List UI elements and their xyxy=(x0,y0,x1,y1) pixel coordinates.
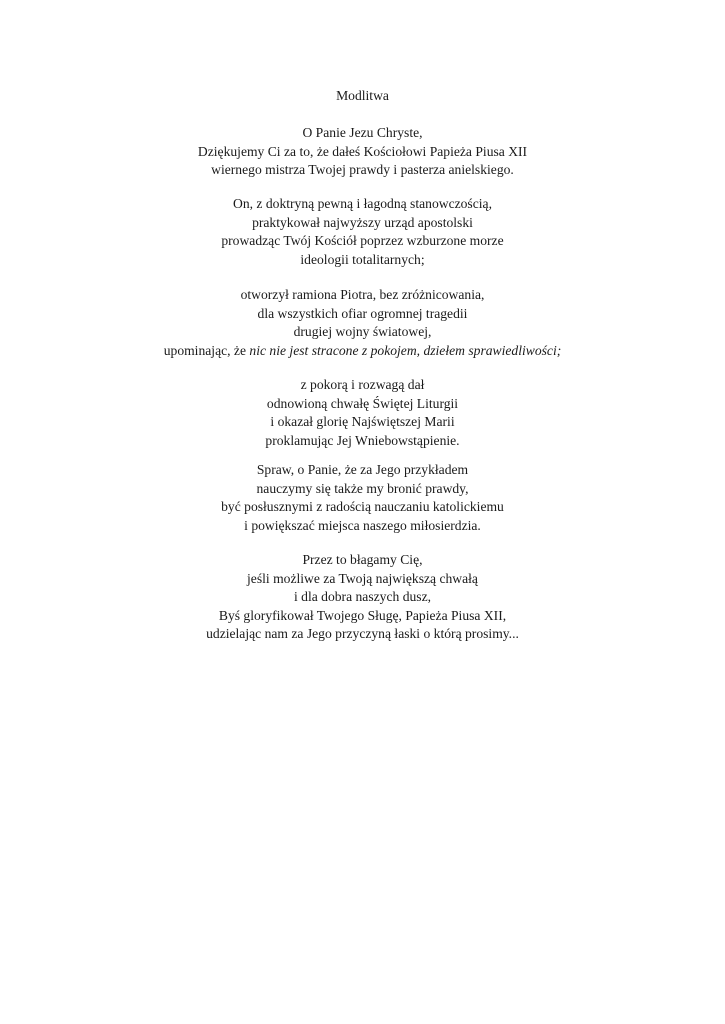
stanza-4 xyxy=(0,376,725,450)
stanza-2 xyxy=(0,195,725,269)
stanza-line: z pokorą i rozwagą dał xyxy=(300,377,425,392)
line-prefix: upominając, że xyxy=(163,342,250,358)
stanza-line: O Panie Jezu Chryste, xyxy=(302,125,423,140)
stanza-line: otworzył ramiona Piotra, bez zróżnicowania, xyxy=(240,287,485,302)
stanza-5 xyxy=(0,461,725,535)
stanza-line: i okazał glorię Najświętszej Marii xyxy=(270,414,455,429)
stanza-line: proklamując Jej Wniebowstąpienie. xyxy=(265,432,460,448)
italic-quote: nic nie jest stracone z pokojem, dziełem sprawiedliwości; xyxy=(249,342,562,358)
stanza-line: odnowioną chwałę Świętej Liturgii xyxy=(266,395,459,411)
stanza-line: drugiej wojny światowej, xyxy=(293,324,432,339)
stanza-line: i dla dobra naszych dusz, xyxy=(293,589,432,604)
page-title: Modlitwa xyxy=(336,88,389,103)
stanza-3 xyxy=(0,286,725,360)
stanza-line-mixed xyxy=(0,342,725,361)
stanza-line: być posłusznymi z radością nauczaniu katolickiemu xyxy=(221,499,504,514)
stanza-line: Byś gloryfikował Twojego Sługę, Papieża Piusa XII, xyxy=(218,607,507,623)
stanza-line: udzielając nam za Jego przyczyną łaski o którą prosimy... xyxy=(206,626,519,641)
stanza-1 xyxy=(0,124,725,180)
stanza-line: i powiększać miejsca naszego miłosierdzia. xyxy=(244,517,481,533)
stanza-line: praktykował najwyższy urząd apostolski xyxy=(252,214,473,230)
stanza-line: jeśli możliwe za Twoją największą chwałą xyxy=(247,570,478,586)
stanza-6 xyxy=(0,551,725,644)
stanza-line: dla wszystkich ofiar ogromnej tragedii xyxy=(257,305,468,321)
stanza-line: prowadząc Twój Kościół poprzez wzburzone morze xyxy=(221,233,504,248)
stanza-line: On, z doktryną pewną i łagodną stanowczością, xyxy=(233,196,492,211)
stanza-line: Przez to błagamy Cię, xyxy=(302,552,423,567)
stanza-line: ideologii totalitarnych; xyxy=(300,251,425,267)
stanza-line: nauczymy się także my bronić prawdy, xyxy=(256,480,469,496)
stanza-line: Dziękujemy Ci za to, że dałeś Kościołowi Papieża Piusa XII xyxy=(197,143,528,159)
stanza-line: Spraw, o Panie, że za Jego przykładem xyxy=(256,462,469,477)
stanza-line: wiernego mistrza Twojej prawdy i pasterza anielskiego. xyxy=(211,162,514,177)
